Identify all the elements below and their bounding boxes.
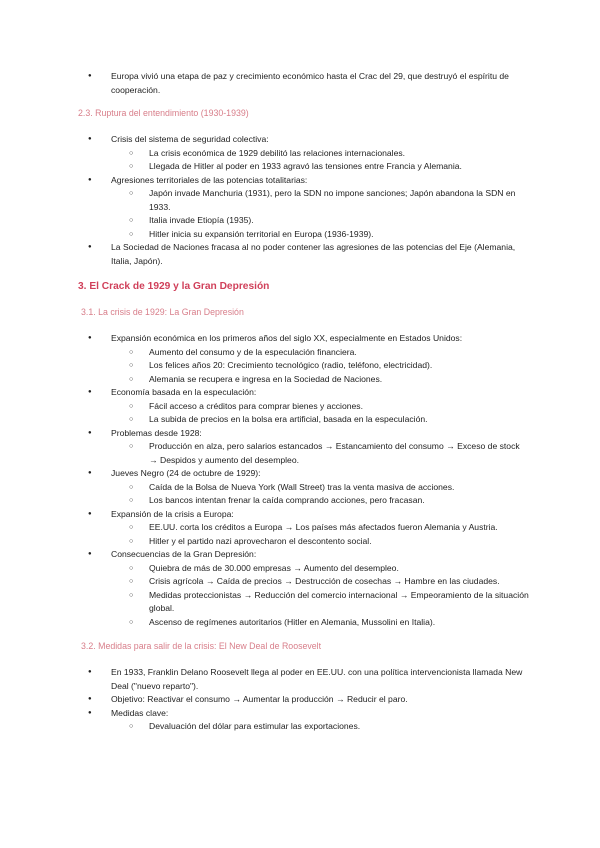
sub-list: [111, 187, 530, 241]
sub-list-item: ○ Producción en alza, pero salarios estancados → Estancamiento del consumo → Exceso de stock → Despidos y aumento del desempleo.: [111, 440, 530, 467]
sub-list: [111, 147, 530, 174]
list-item: [78, 548, 530, 629]
list-item-text: Medidas clave:: [111, 707, 169, 718]
sub-list: [111, 562, 530, 630]
list-item-text: Jueves Negro (24 de octubre de 1929):: [111, 468, 261, 478]
list-item: [78, 467, 530, 508]
list-item-text: En 1933, Franklin Delano Roosevelt llega al poder en EE.UU. con una política intervencionista llamada New Deal ("nuevo reparto").: [111, 667, 523, 691]
sub-list: [111, 720, 530, 734]
sub-list: [111, 481, 530, 508]
sub-list-item: ○ Hitler y el partido nazi aprovecharon el descontento social.: [111, 535, 530, 549]
list-item-text: Expansión de la crisis a Europa:: [111, 508, 234, 519]
sub-list-item: ○ Crisis agrícola → Caída de precios → Destrucción de cosechas → Hambre en las ciudades.: [111, 575, 530, 589]
section-3-title: 3. El Crack de 1929 y la Gran Depresión: [78, 281, 270, 292]
sub-list-item: ○ Aumento del consumo y de la especulación financiera.: [111, 346, 530, 360]
sub-list-item: ○ La subida de precios en la bolsa era artificial, basada en la especulación.: [111, 413, 530, 427]
intro-list: [78, 70, 530, 97]
section-2-3-title: 2.3. Ruptura del entendimiento (1930-1939): [78, 108, 249, 118]
section-3-1-list: [78, 332, 530, 629]
list-item-text: Expansión económica en los primeros años del siglo XX, especialmente en Estados Unidos:: [111, 333, 463, 343]
section-3-1-title: 3.1. La crisis de 1929: La Gran Depresión: [81, 307, 244, 317]
sub-list-item: ○ Ascenso de regímenes autoritarios (Hitler en Alemania, Mussolini en Italia).: [111, 616, 530, 630]
list-item-text: Agresiones territoriales de las potencias totalitarias:: [111, 174, 308, 185]
list-item: [78, 666, 530, 693]
sub-list: [111, 400, 530, 427]
list-item: [78, 332, 530, 386]
list-item: [78, 241, 530, 268]
sub-list: [111, 521, 530, 548]
intro-bullet: ● Europa vivió una etapa de paz y crecimiento económico hasta el Crac del 29, que destruyó el espíritu de cooperación.: [78, 70, 530, 97]
sub-list: [111, 440, 530, 467]
sub-list-item: ○ Medidas proteccionistas → Reducción del comercio internacional → Empeoramiento de la situación global.: [111, 589, 530, 616]
sub-list-item: ○ Quiebra de más de 30.000 empresas → Aumento del desempleo.: [111, 562, 530, 576]
section-2-3-list: [78, 133, 530, 268]
sub-list-item: ○ Caída de la Bolsa de Nueva York (Wall Street) tras la venta masiva de acciones.: [111, 481, 530, 495]
section-3-2-list: [78, 666, 530, 734]
sub-list-item: ○ La crisis económica de 1929 debilitó las relaciones internacionales.: [111, 147, 530, 161]
sub-list-item: ○ Hitler inicia su expansión territorial en Europa (1936-1939).: [111, 228, 530, 242]
list-item-text: Objetivo: Reactivar el consumo → Aumentar la producción → Reducir el paro.: [111, 694, 408, 704]
sub-list: [111, 346, 530, 387]
list-item: [78, 133, 530, 174]
section-3-2-title: 3.2. Medidas para salir de la crisis: El New Deal de Roosevelt: [81, 641, 322, 651]
sub-list-item: ○ Alemania se recupera e ingresa en la Sociedad de Naciones.: [111, 373, 530, 387]
sub-list-item: ○ Llegada de Hitler al poder en 1933 agravó las tensiones entre Francia y Alemania.: [111, 160, 530, 174]
sub-list-item: ○ Italia invade Etiopía (1935).: [111, 214, 530, 228]
sub-list-item: ○ Fácil acceso a créditos para comprar bienes y acciones.: [111, 400, 530, 414]
list-item-text: La Sociedad de Naciones fracasa al no poder contener las agresiones de las potencias del Eje (Alemania, Italia, Japón).: [111, 242, 516, 266]
sub-list-item: ○ Los bancos intentan frenar la caída comprando acciones, pero fracasan.: [111, 494, 530, 508]
list-item: [78, 707, 530, 734]
list-item: [78, 386, 530, 427]
list-item: [78, 508, 530, 549]
list-item-text: Problemas desde 1928:: [111, 427, 202, 438]
list-item-text: Economía basada en la especulación:: [111, 387, 257, 397]
list-item: [78, 427, 530, 468]
sub-list-item: ○ Devaluación del dólar para estimular las exportaciones.: [111, 720, 530, 734]
list-item-text: Consecuencias de la Gran Depresión:: [111, 549, 257, 559]
list-item: [78, 174, 530, 242]
sub-list-item: ○ EE.UU. corta los créditos a Europa → Los países más afectados fueron Alemania y Austria.: [111, 521, 530, 535]
list-item-text: Crisis del sistema de seguridad colectiva:: [111, 134, 269, 144]
list-item: [78, 693, 530, 707]
sub-list-item: ○ Japón invade Manchuria (1931), pero la SDN no impone sanciones; Japón abandona la SDN en 1933.: [111, 187, 530, 214]
sub-list-item: ○ Los felices años 20: Crecimiento tecnológico (radio, teléfono, electricidad).: [111, 359, 530, 373]
